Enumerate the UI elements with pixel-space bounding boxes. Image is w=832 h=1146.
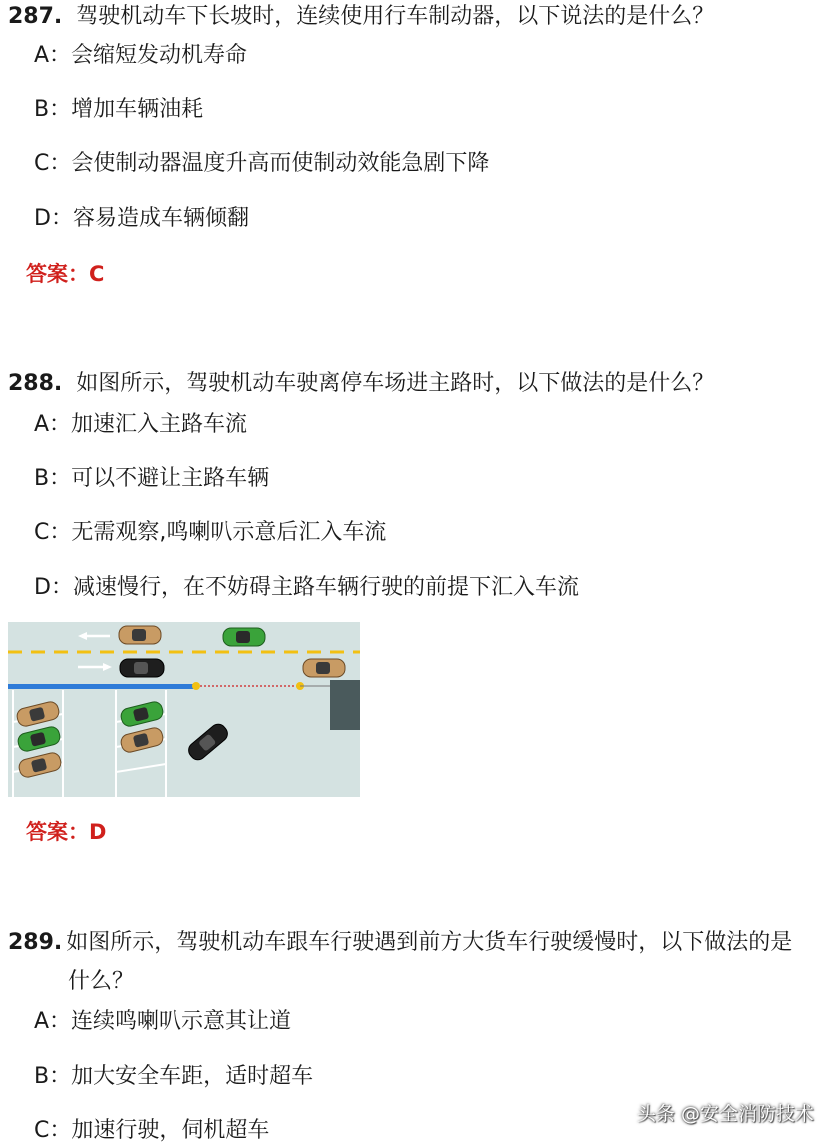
question-288-stem [8,369,714,399]
question-text: 如图所示，驾驶机动车驶离停车场进主路时，以下做法的是什么？ [76,371,715,396]
question-289-stem [8,928,792,958]
question-number: 287. [8,4,63,29]
watermark: 头条 @安全消防技术 [636,1103,814,1125]
option-d[interactable]: D：减速慢行，在不妨碍主路车辆行驶的前提下汇入车流 [34,575,579,600]
answer-label: 答案：C [26,262,105,286]
question-text-continued: 什么？ [68,969,135,994]
option-b[interactable]: B：加大安全车距，适时超车 [34,1064,314,1089]
option-a[interactable]: A：加速汇入主路车流 [34,412,248,437]
question-number: 289. [8,930,63,955]
option-c[interactable]: C：无需观察,鸣喇叭示意后汇入车流 [34,520,387,545]
answer-label: 答案：D [26,820,107,844]
option-d[interactable]: D：容易造成车辆倾翻 [34,206,249,231]
parking-lot-road-illustration [8,622,360,797]
option-c[interactable]: C：加速行驶，伺机超车 [34,1118,270,1143]
car-green-road-top [223,628,265,646]
question-text: 驾驶机动车下长坡时，连续使用行车制动器，以下说法的是什么？ [76,4,715,29]
question-287-stem [8,2,714,32]
question-number: 288. [8,371,63,396]
option-a[interactable]: A：会缩短发动机寿命 [34,43,248,68]
option-a[interactable]: A：连续鸣喇叭示意其让道 [34,1009,292,1034]
booth [330,680,360,730]
car-black-road [120,659,164,677]
option-b[interactable]: B：可以不避让主路车辆 [34,466,270,491]
car-tan-road-right [303,659,345,677]
car-tan-road-top [119,626,161,644]
option-b[interactable]: B：增加车辆油耗 [34,97,204,122]
curb-line [8,684,196,689]
gate-post-left [192,682,200,690]
question-text: 如图所示，驾驶机动车跟车行驶遇到前方大货车行驶缓慢时，以下做法的是 [66,930,793,955]
option-c[interactable]: C：会使制动器温度升高而使制动效能急剧下降 [34,151,490,176]
road-background [8,622,360,797]
